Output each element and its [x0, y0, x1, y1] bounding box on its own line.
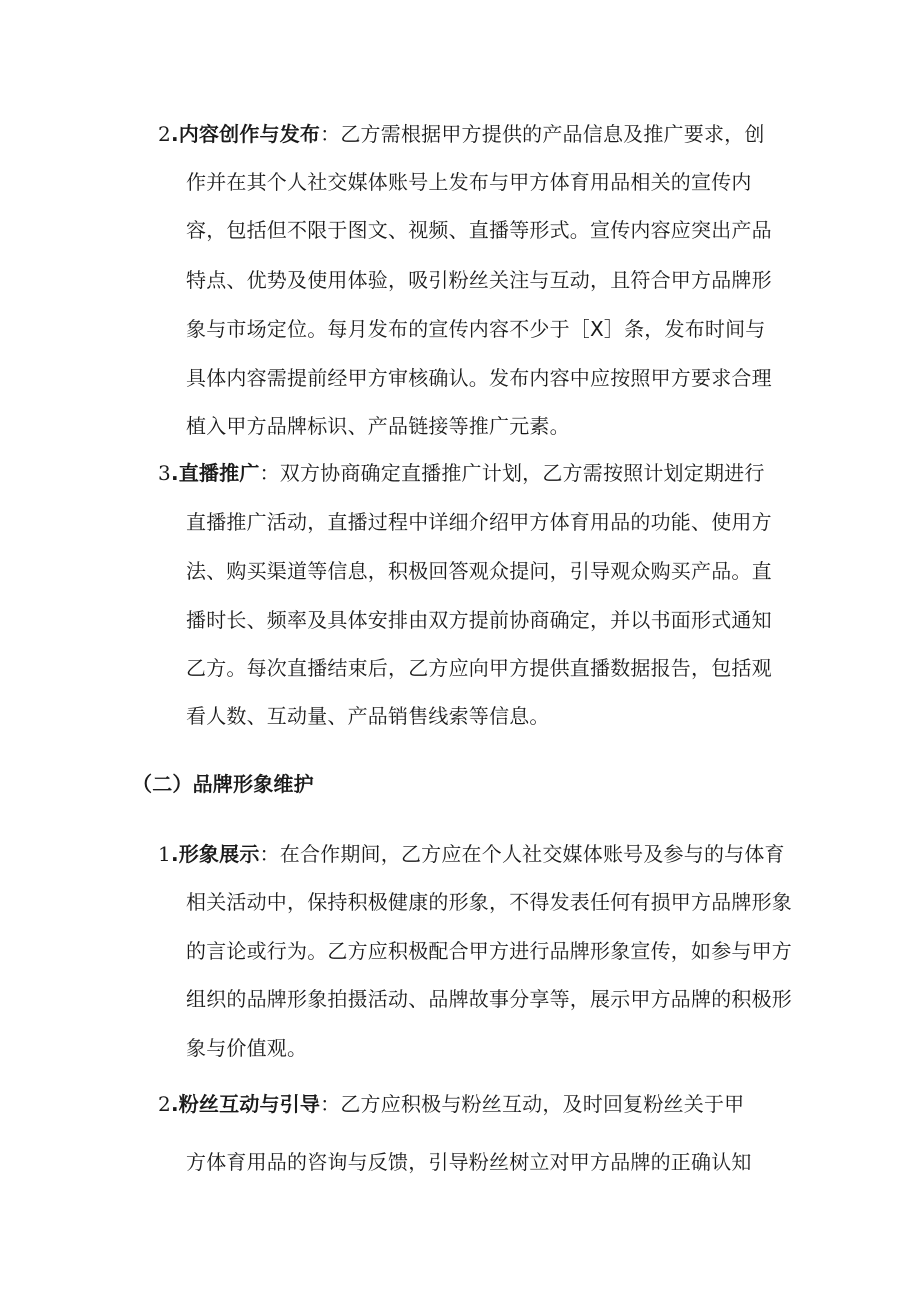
item-number: 1 [158, 842, 171, 866]
item-number: 2 [158, 1092, 171, 1116]
item-separator: ： [259, 842, 280, 866]
paragraph-line: 特点、优势及使用体验，吸引粉丝关注与互动，且符合甲方品牌形 [186, 268, 772, 292]
paragraph-line: 的言论或行为。乙方应积极配合甲方进行品牌形象宣传，如参与甲方 [186, 939, 792, 963]
paragraph-line: 植入甲方品牌标识、产品链接等推广元素。 [186, 414, 570, 438]
paragraph-line: 乙方应积极与粉丝互动，及时回复粉丝关于甲 [340, 1092, 745, 1116]
paragraph-line: 容，包括但不限于图文、视频、直播等形式。宣传内容应突出产品 [186, 218, 772, 242]
item-2-first-line [158, 118, 765, 150]
item-number: 3 [158, 461, 171, 485]
item-separator: ： [320, 1092, 341, 1116]
item-title: .形象展示 [170, 842, 260, 866]
item-3-first-line [158, 457, 765, 489]
item-separator: ： [320, 122, 341, 146]
paragraph-line: 具体内容需提前经甲方审核确认。发布内容中应按照甲方要求合理 [186, 366, 772, 390]
paragraph-line: 法、购买渠道等信息，积极回答观众提问，引导观众购买产品。直 [186, 559, 772, 583]
paragraph-line: 作并在其个人社交媒体账号上发布与甲方体育用品相关的宣传内 [186, 170, 752, 194]
item-separator: ： [259, 461, 280, 485]
paragraph-line: 直播推广活动，直播过程中详细介绍甲方体育用品的功能、使用方 [186, 510, 772, 534]
item-1-first-line [158, 838, 785, 870]
item-title: .内容创作与发布 [170, 122, 321, 146]
paragraph-line: 组织的品牌形象拍摄活动、品牌故事分享等，展示甲方品牌的积极形 [186, 987, 792, 1011]
paragraph-line: 乙方需根据甲方提供的产品信息及推广要求，创 [340, 122, 765, 146]
paragraph-line: 播时长、频率及具体安排由双方提前协商确定，并以书面形式通知 [186, 608, 772, 632]
paragraph-line: 乙方。每次直播结束后，乙方应向甲方提供直播数据报告，包括观 [186, 656, 772, 680]
section-heading: （二）品牌形象维护 [132, 772, 314, 796]
paragraph-line: 方体育用品的咨询与反馈，引导粉丝树立对甲方品牌的正确认知 [186, 1150, 752, 1174]
paragraph-line: 看人数、互动量、产品销售线索等信息。 [186, 704, 550, 728]
paragraph-line: 在合作期间，乙方应在个人社交媒体账号及参与的与体育 [279, 842, 785, 866]
item-2b-first-line [158, 1088, 744, 1120]
paragraph-line: 相关活动中，保持积极健康的形象，不得发表任何有损甲方品牌形象 [186, 890, 792, 914]
item-title: .直播推广 [170, 461, 260, 485]
item-number: 2 [158, 122, 171, 146]
paragraph-line: 象与市场定位。每月发布的宣传内容不少于［X］条，发布时间与 [186, 317, 766, 341]
paragraph-line: 双方协商确定直播推广计划，乙方需按照计划定期进行 [279, 461, 765, 485]
paragraph-line: 象与价值观。 [186, 1036, 308, 1060]
item-title: .粉丝互动与引导 [170, 1092, 321, 1116]
